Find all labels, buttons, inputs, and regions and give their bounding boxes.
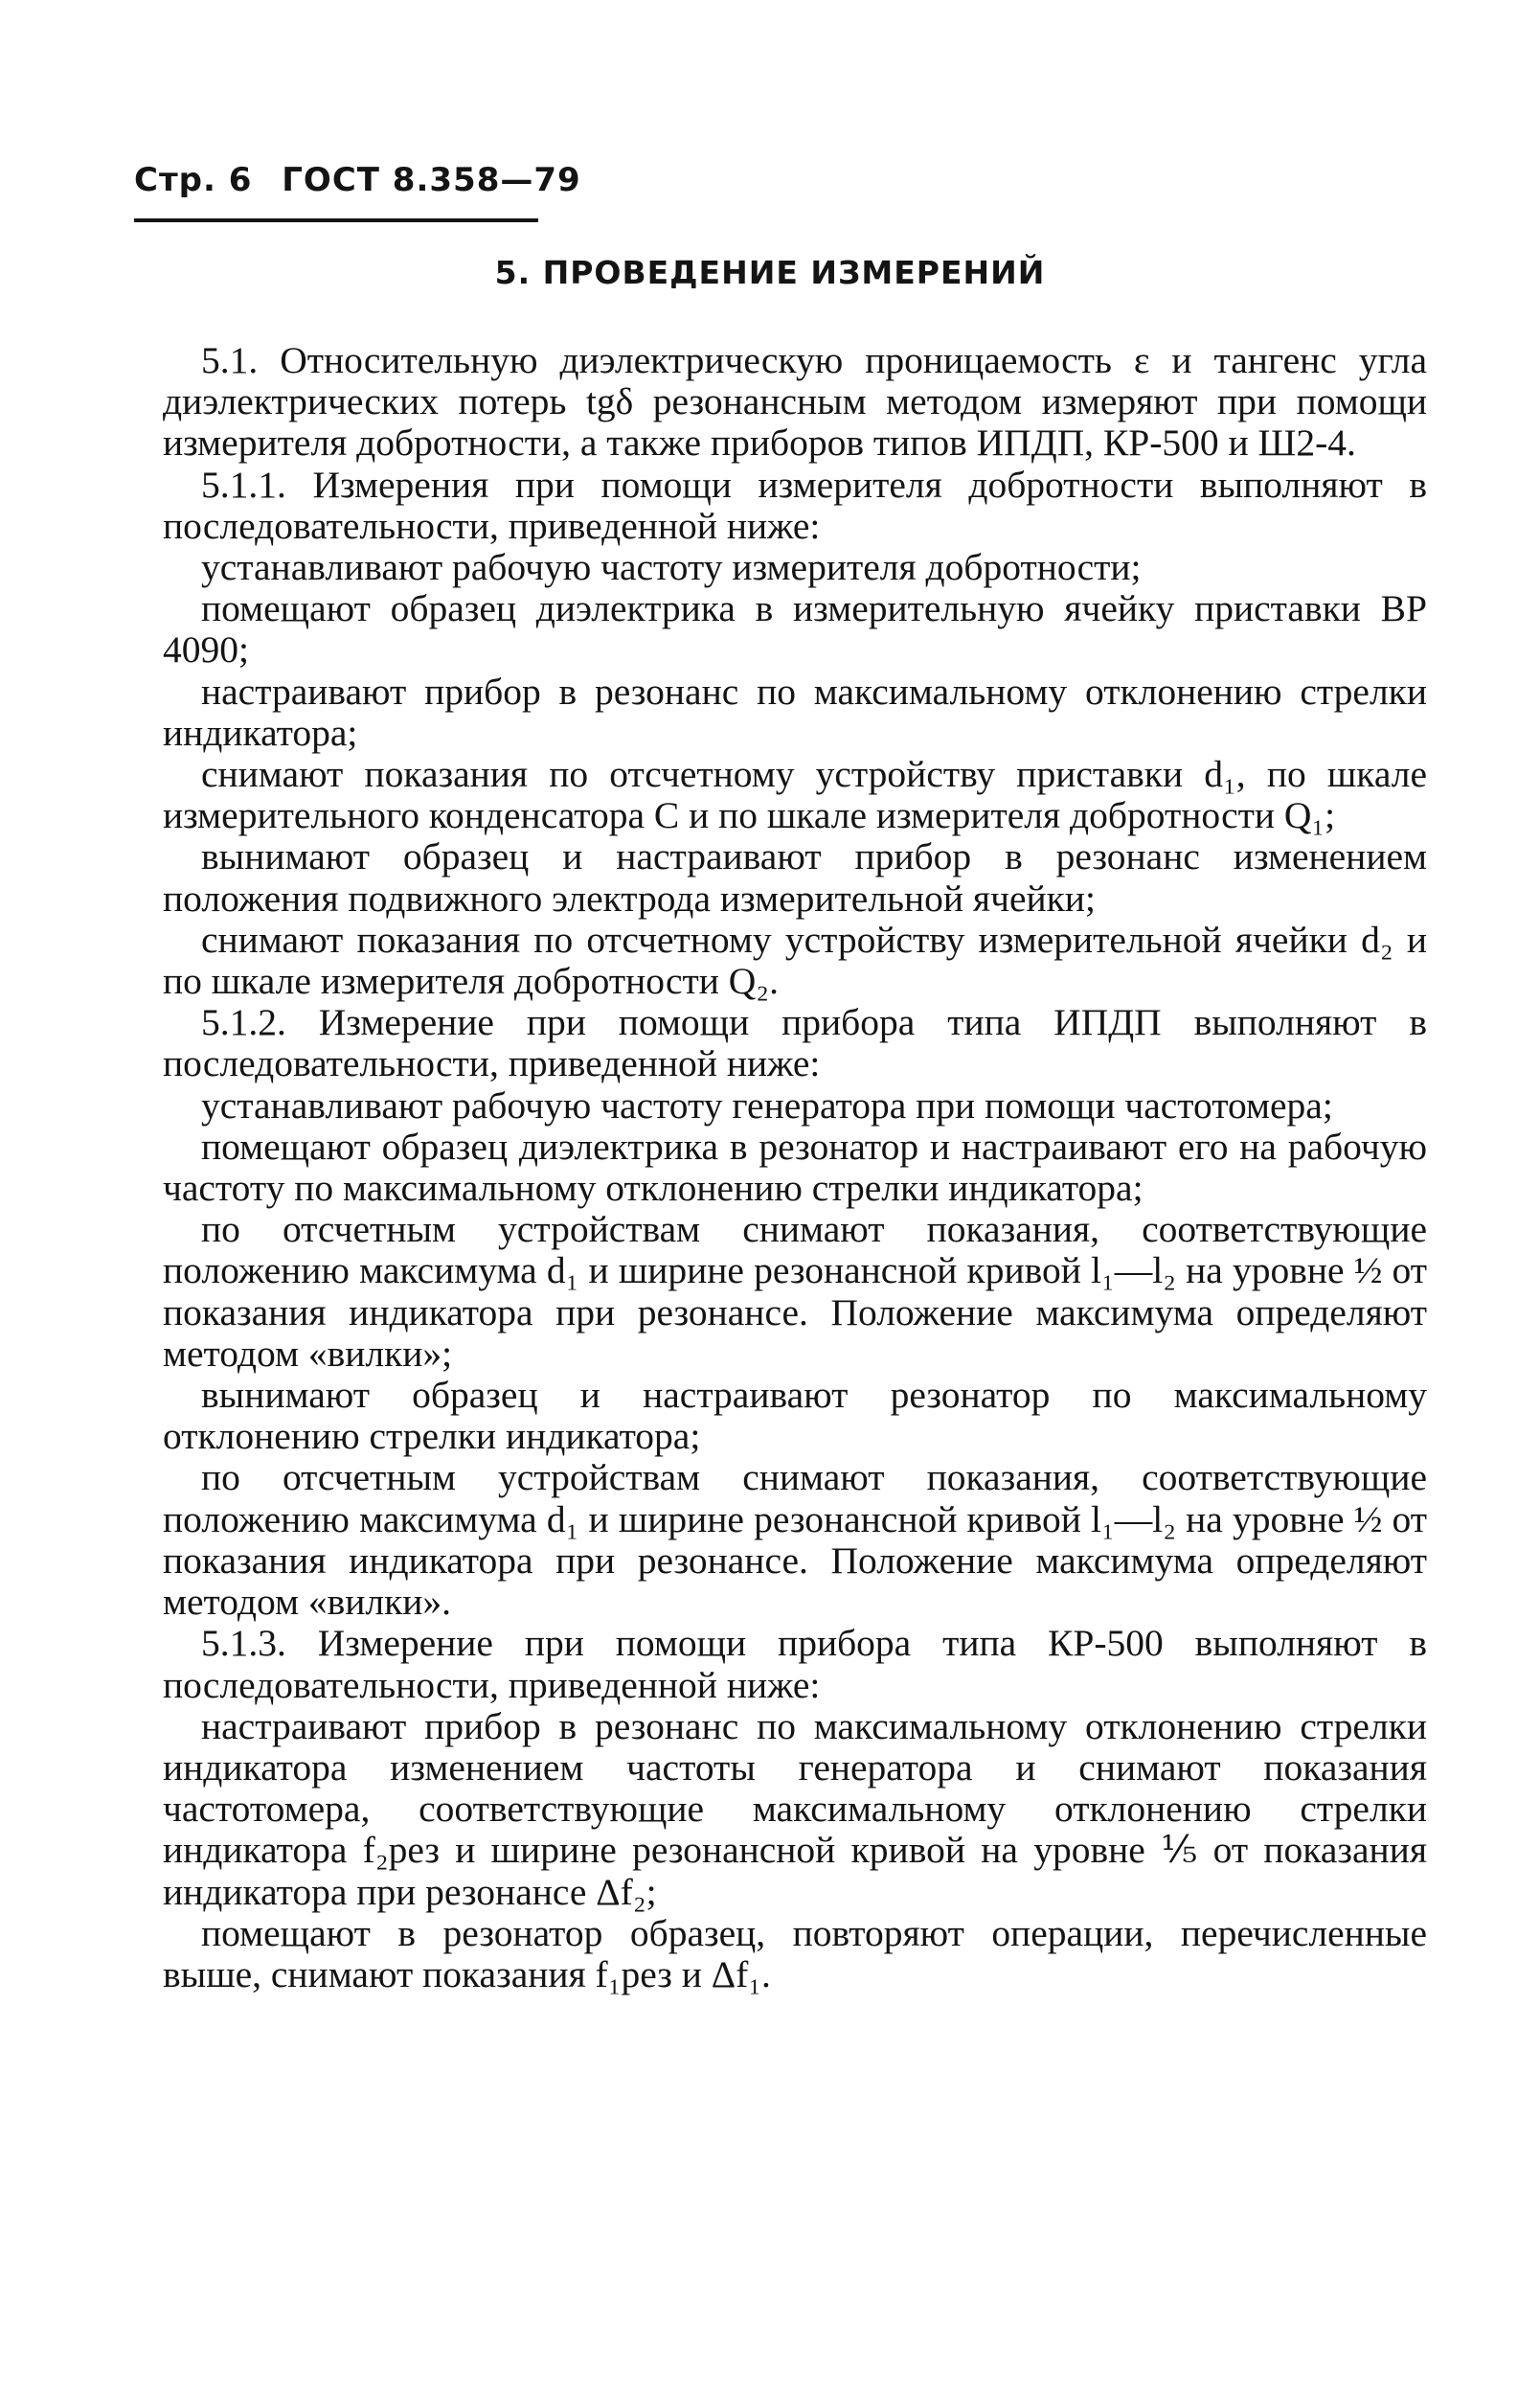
page-header bbox=[134, 161, 599, 199]
paragraph: по отсчетным устройствам снимают показания, соответствующие положению максимума d₁ и ширине резонансной кривой l₁—l₂ на уровне ½ от показания индикатора при резонансе. Положение максимума определяют методом «вилки». bbox=[163, 1456, 1427, 1624]
standard-designation: ГОСТ 8.358—79 bbox=[282, 161, 581, 199]
paragraph: помещают образец диэлектрика в измерительную ячейку приставки ВР 4090; bbox=[163, 587, 1427, 672]
paragraph: устанавливают рабочую частоту генератора при помощи частотомера; bbox=[201, 1083, 1333, 1127]
paragraph: 5.1.3. Измерение при помощи прибора типа КР-500 выполняют в последовательности, приведенной ниже: bbox=[163, 1622, 1427, 1706]
paragraph: вынимают образец и настраивают прибор в резонанс изменением положения подвижного электрода измерительной ячейки; bbox=[163, 835, 1427, 920]
page-number: Стр. 6 bbox=[134, 161, 253, 199]
paragraph: помещают в резонатор образец, повторяют операции, перечисленные выше, снимают показания f₁рез и Δf₁. bbox=[163, 1911, 1427, 1995]
section-title: 5. ПРОВЕДЕНИЕ ИЗМЕРЕНИЙ bbox=[494, 254, 1046, 291]
paragraph: 5.1.2. Измерение при помощи прибора типа ИПДП выполняют в последовательности, приведенной ниже: bbox=[163, 1001, 1427, 1085]
paragraph: вынимают образец и настраивают резонатор по максимальному отклонению стрелки индикатора; bbox=[163, 1374, 1427, 1458]
paragraph: настраивают прибор в резонанс по максимальному отклонению стрелки индикатора изменением частоты генератора и снимают показания частотомера, соответствующие максимальному отклонению стрелки индикатора f₂рез и ширине резонансной кривой на уровне ⅕ от показания индикатора при резонансе Δf₂; bbox=[163, 1704, 1427, 1913]
paragraph: помещают образец диэлектрика в резонатор и настраивают его на рабочую частоту по максимальному отклонению стрелки индикатора; bbox=[163, 1125, 1427, 1210]
paragraph: 5.1.1. Измерения при помощи измерителя добротности выполняют в последовательности, приведенной ниже: bbox=[163, 463, 1427, 547]
paragraph: снимают показания по отсчетному устройству измерительной ячейки d₂ и по шкале измерителя добротности Q₂. bbox=[163, 918, 1427, 1003]
paragraph: по отсчетным устройствам снимают показания, соответствующие положению максимума d₁ и ширине резонансной кривой l₁—l₂ на уровне ½ от показания индикатора при резонансе. Положение максимума определяют методом «вилки»; bbox=[163, 1208, 1427, 1375]
body-text bbox=[163, 340, 1427, 1995]
paragraph: 5.1. Относительную диэлектрическую проницаемость ε и тангенс угла диэлектрических потерь tgδ резонансным методом измеряют при помощи измерителя добротности, а также приборов типов ИПДП, КР-500 и Ш2-4. bbox=[163, 339, 1427, 465]
paragraph: снимают показания по отсчетному устройству приставки d₁, по шкале измерительного конденсатора С и по шкале измерителя добротности Q₁; bbox=[163, 753, 1427, 837]
header-rule bbox=[134, 218, 538, 222]
paragraph: настраивают прибор в резонанс по максимальному отклонению стрелки индикатора; bbox=[163, 670, 1427, 754]
paragraph: устанавливают рабочую частоту измерителя добротности; bbox=[201, 546, 1142, 589]
